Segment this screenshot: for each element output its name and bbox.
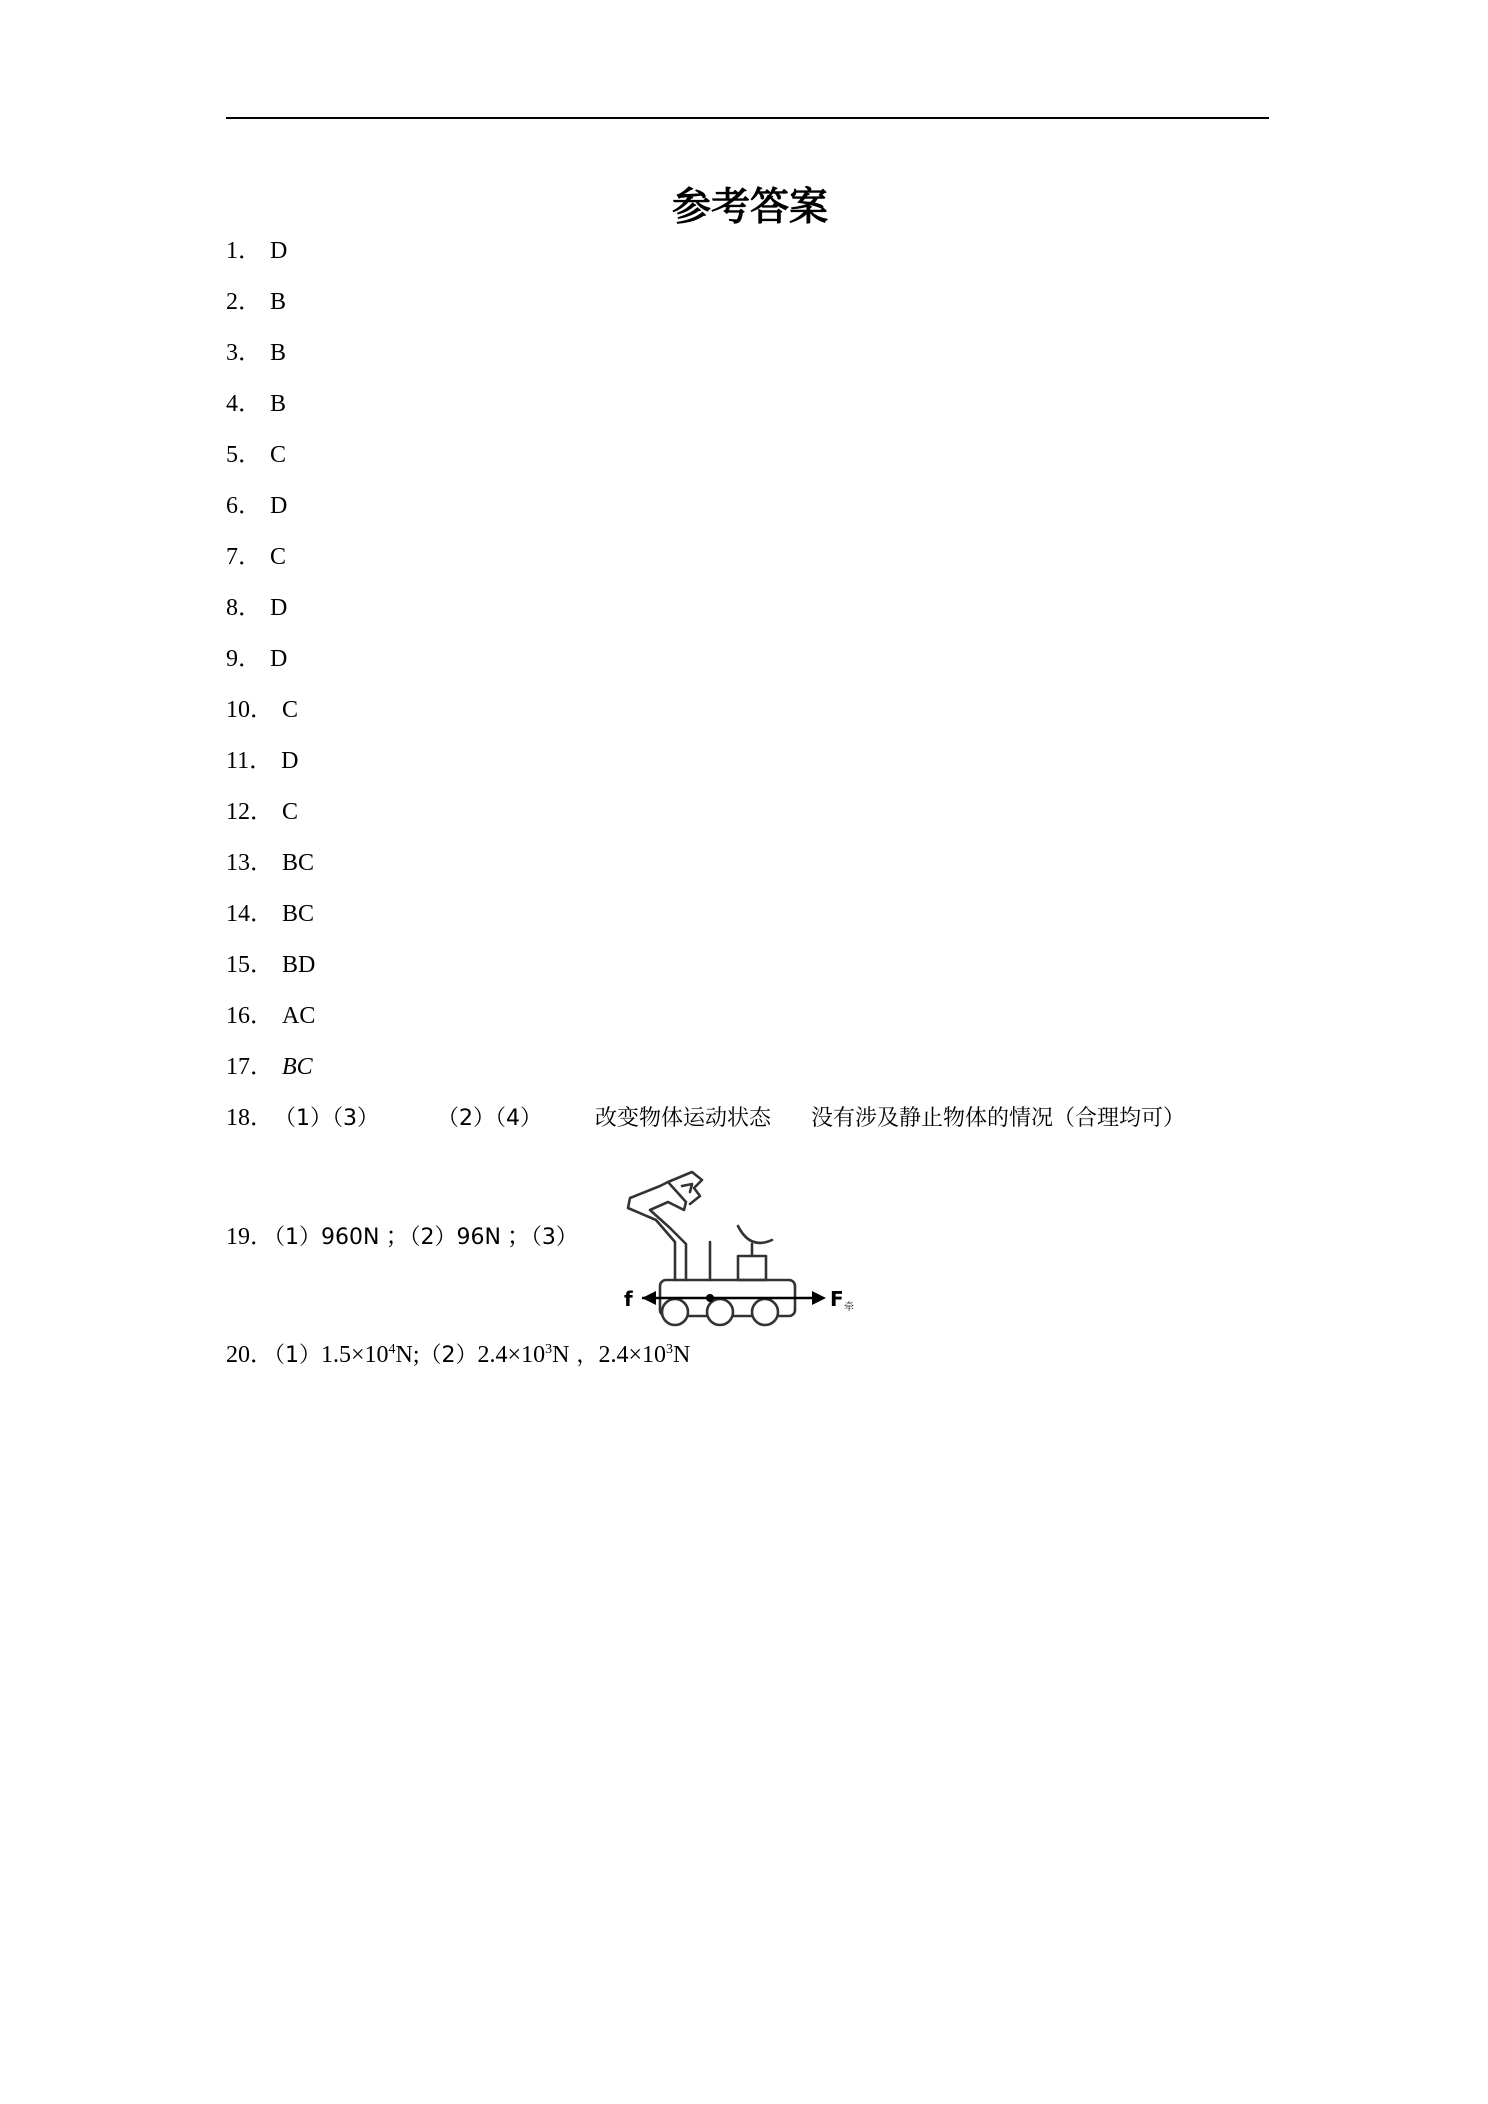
answer-value: D bbox=[270, 493, 288, 519]
exponent: 4 bbox=[388, 1342, 396, 1357]
answer-part-1: （1）（3） bbox=[274, 1106, 379, 1131]
answer-item-3 bbox=[226, 335, 1185, 386]
answer-item-13 bbox=[226, 845, 1185, 896]
answer-value: B bbox=[270, 340, 287, 366]
answer-value: BC bbox=[282, 850, 315, 876]
unit: N bbox=[672, 1342, 691, 1368]
answer-number: 19． bbox=[226, 1224, 274, 1250]
rover-wheel-right bbox=[752, 1299, 778, 1325]
answer-item-6 bbox=[226, 488, 1185, 539]
answer-value: B bbox=[270, 391, 287, 417]
answer-number: 17． bbox=[226, 1054, 274, 1080]
answer-number: 13． bbox=[226, 850, 274, 876]
answer-part-prefix: （2） bbox=[419, 1343, 478, 1368]
friction-label: f bbox=[624, 1287, 633, 1311]
rover-box bbox=[738, 1256, 766, 1280]
exponent: 3 bbox=[545, 1342, 553, 1357]
answer-item-14 bbox=[226, 896, 1185, 947]
rover-wheel-left bbox=[662, 1299, 688, 1325]
exponent: 3 bbox=[665, 1342, 673, 1357]
answer-value: B bbox=[270, 289, 287, 315]
answer-part-3: （3） bbox=[530, 1225, 578, 1250]
answer-number: 15． bbox=[226, 952, 274, 978]
answer-number: 7． bbox=[226, 544, 262, 570]
answer-item-8 bbox=[226, 590, 1185, 641]
answer-number: 18． bbox=[226, 1105, 274, 1131]
answer-part-3-base: 2.4×10 bbox=[598, 1342, 666, 1368]
answer-number: 3． bbox=[226, 340, 262, 366]
answer-number: 8． bbox=[226, 595, 262, 621]
answer-part-prefix: （1） bbox=[274, 1343, 321, 1368]
answer-number: 1． bbox=[226, 238, 262, 264]
answer-number: 12． bbox=[226, 799, 274, 825]
rover-claw-inner bbox=[682, 1184, 692, 1192]
answer-value: D bbox=[270, 238, 288, 264]
answer-number: 16． bbox=[226, 1003, 274, 1029]
answer-value: BC bbox=[282, 901, 315, 927]
answer-item-20 bbox=[226, 1337, 690, 1374]
answer-value: C bbox=[270, 544, 287, 570]
force-arrowhead-left bbox=[642, 1291, 656, 1305]
traction-subscript: 牵 bbox=[844, 1302, 854, 1313]
rover-arm bbox=[628, 1182, 686, 1280]
rover-dish bbox=[738, 1226, 772, 1243]
answer-part-3: 改变物体运动状态 bbox=[595, 1106, 772, 1131]
answer-value: BC bbox=[282, 1054, 313, 1080]
answer-item-4 bbox=[226, 386, 1185, 437]
answer-part-1: （1）960N bbox=[274, 1225, 380, 1250]
answer-value: AC bbox=[282, 1003, 316, 1029]
force-arrowhead-right bbox=[812, 1291, 826, 1305]
answer-item-18 bbox=[226, 1100, 1185, 1151]
answer-number: 9． bbox=[226, 646, 262, 672]
answer-item-15 bbox=[226, 947, 1185, 998]
header-rule bbox=[226, 117, 1269, 119]
answer-number: 10． bbox=[226, 697, 274, 723]
answer-part-1-base: 1.5×10 bbox=[321, 1342, 389, 1368]
answer-number: 2． bbox=[226, 289, 262, 315]
answer-value: BD bbox=[282, 952, 316, 978]
answer-list bbox=[226, 233, 1185, 1151]
unit: N bbox=[552, 1342, 570, 1368]
answer-number: 5． bbox=[226, 442, 262, 468]
answer-number: 11． bbox=[226, 748, 274, 774]
answer-item-2 bbox=[226, 284, 1185, 335]
answer-item-19 bbox=[226, 1219, 578, 1256]
answer-item-5 bbox=[226, 437, 1185, 488]
answer-part-2-base: 2.4×10 bbox=[477, 1342, 546, 1368]
answer-part-4: 没有涉及静止物体的情况（合理均可） bbox=[811, 1106, 1186, 1131]
answer-item-9 bbox=[226, 641, 1185, 692]
traction-label: F bbox=[830, 1287, 844, 1311]
answer-number: 4． bbox=[226, 391, 262, 417]
answer-value: C bbox=[282, 697, 299, 723]
answer-item-11 bbox=[226, 743, 1185, 794]
separator: ； bbox=[379, 1224, 410, 1250]
answer-part-2: （2）（4） bbox=[437, 1106, 542, 1131]
answer-item-12 bbox=[226, 794, 1185, 845]
answer-number: 14． bbox=[226, 901, 274, 927]
answer-value: C bbox=[270, 442, 287, 468]
answer-item-1 bbox=[226, 233, 1185, 284]
separator: ； bbox=[500, 1224, 531, 1250]
force-origin-dot bbox=[706, 1294, 714, 1302]
page-title: 参考答案 bbox=[671, 185, 828, 230]
rover-wheel-middle bbox=[707, 1299, 733, 1325]
rover-force-diagram bbox=[620, 1160, 890, 1330]
answer-part-2: （2）96N bbox=[409, 1225, 501, 1250]
answer-value: D bbox=[270, 595, 288, 621]
answer-value: D bbox=[281, 748, 299, 774]
separator: ， bbox=[569, 1343, 599, 1368]
answer-item-17 bbox=[226, 1049, 1185, 1100]
answer-value: C bbox=[282, 799, 299, 825]
answer-value: D bbox=[270, 646, 288, 672]
answer-item-16 bbox=[226, 998, 1185, 1049]
answer-number: 6． bbox=[226, 493, 262, 519]
unit: N; bbox=[395, 1342, 420, 1368]
answer-item-10 bbox=[226, 692, 1185, 743]
answer-number: 20． bbox=[226, 1342, 274, 1368]
answer-item-7 bbox=[226, 539, 1185, 590]
